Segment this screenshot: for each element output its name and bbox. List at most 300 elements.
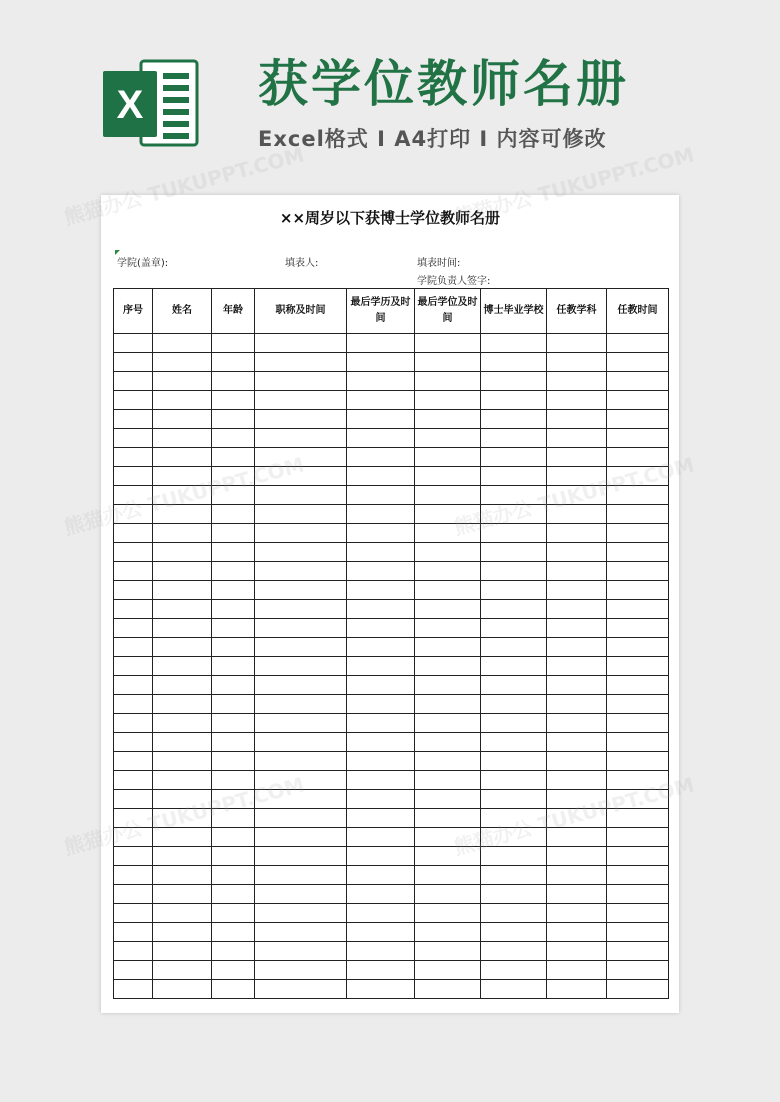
table-cell xyxy=(347,505,415,524)
table-cell xyxy=(607,524,669,543)
table-cell xyxy=(255,676,347,695)
table-row xyxy=(114,600,669,619)
table-cell xyxy=(481,714,547,733)
table-row xyxy=(114,581,669,600)
table-cell xyxy=(347,885,415,904)
table-cell xyxy=(153,543,212,562)
table-cell xyxy=(547,752,607,771)
table-cell xyxy=(547,334,607,353)
table-cell xyxy=(415,334,481,353)
excel-logo-icon xyxy=(103,57,199,149)
table-cell xyxy=(607,923,669,942)
svg-text:X: X xyxy=(116,83,144,127)
table-cell xyxy=(415,581,481,600)
table-cell xyxy=(255,866,347,885)
table-row xyxy=(114,752,669,771)
table-cell xyxy=(415,676,481,695)
table-cell xyxy=(547,600,607,619)
table-cell xyxy=(114,866,153,885)
table-cell xyxy=(415,448,481,467)
table-cell xyxy=(607,638,669,657)
column-header: 最后学历及时间 xyxy=(347,289,415,334)
table-cell xyxy=(255,790,347,809)
table-row xyxy=(114,657,669,676)
table-cell xyxy=(347,809,415,828)
table-cell xyxy=(347,828,415,847)
table-cell xyxy=(114,695,153,714)
table-cell xyxy=(347,904,415,923)
table-cell xyxy=(212,771,255,790)
table-cell xyxy=(547,714,607,733)
table-cell xyxy=(607,600,669,619)
table-cell xyxy=(255,809,347,828)
table-cell xyxy=(347,372,415,391)
page-subtitle: Excel格式 I A4打印 I 内容可修改 xyxy=(258,127,607,151)
table-cell xyxy=(114,847,153,866)
table-cell xyxy=(481,695,547,714)
table-cell xyxy=(481,600,547,619)
table-cell xyxy=(212,866,255,885)
table-cell xyxy=(153,562,212,581)
table-cell xyxy=(547,885,607,904)
table-cell xyxy=(212,562,255,581)
table-cell xyxy=(212,638,255,657)
page-title: 获学位教师名册 xyxy=(258,55,629,113)
table-cell xyxy=(415,505,481,524)
table-cell xyxy=(415,524,481,543)
table-cell xyxy=(114,752,153,771)
table-row xyxy=(114,391,669,410)
table-cell xyxy=(255,733,347,752)
table-cell xyxy=(415,961,481,980)
table-cell xyxy=(212,923,255,942)
table-cell xyxy=(607,904,669,923)
table-cell xyxy=(153,676,212,695)
table-cell xyxy=(547,619,607,638)
table-cell xyxy=(481,828,547,847)
table-cell xyxy=(607,391,669,410)
table-cell xyxy=(114,657,153,676)
signature-label: 学院负责人签字: xyxy=(417,276,491,287)
table-cell xyxy=(255,505,347,524)
table-cell xyxy=(607,714,669,733)
table-row xyxy=(114,372,669,391)
table-cell xyxy=(114,961,153,980)
table-row xyxy=(114,809,669,828)
column-header: 姓名 xyxy=(153,289,212,334)
table-row xyxy=(114,866,669,885)
column-header: 最后学位及时间 xyxy=(415,289,481,334)
table-cell xyxy=(547,353,607,372)
table-cell xyxy=(255,714,347,733)
table-cell xyxy=(607,942,669,961)
table-row xyxy=(114,353,669,372)
table-cell xyxy=(347,923,415,942)
table-cell xyxy=(415,733,481,752)
table-cell xyxy=(347,638,415,657)
table-cell xyxy=(347,486,415,505)
table-cell xyxy=(481,581,547,600)
table-cell xyxy=(153,467,212,486)
table-cell xyxy=(212,733,255,752)
table-cell xyxy=(607,866,669,885)
table-cell xyxy=(547,562,607,581)
table-cell xyxy=(212,790,255,809)
table-cell xyxy=(607,885,669,904)
document-sheet xyxy=(101,195,679,1013)
table-cell xyxy=(481,619,547,638)
table-row xyxy=(114,733,669,752)
table-body xyxy=(114,334,669,999)
table-cell xyxy=(212,961,255,980)
table-cell xyxy=(212,543,255,562)
watermark: 熊猫办公 TUKUPPT.COM xyxy=(451,142,697,230)
table-cell xyxy=(212,410,255,429)
table-cell xyxy=(255,581,347,600)
table-cell xyxy=(347,524,415,543)
column-header: 博士毕业学校 xyxy=(481,289,547,334)
table-cell xyxy=(415,847,481,866)
table-cell xyxy=(347,847,415,866)
table-cell xyxy=(481,429,547,448)
column-header: 任教时间 xyxy=(607,289,669,334)
table-cell xyxy=(255,638,347,657)
table-cell xyxy=(607,733,669,752)
table-cell xyxy=(607,448,669,467)
table-cell xyxy=(347,581,415,600)
table-row xyxy=(114,505,669,524)
table-cell xyxy=(347,562,415,581)
table-cell xyxy=(153,714,212,733)
table-cell xyxy=(255,353,347,372)
table-cell xyxy=(415,942,481,961)
table-cell xyxy=(607,809,669,828)
table-cell xyxy=(255,885,347,904)
table-cell xyxy=(481,562,547,581)
table-cell xyxy=(212,391,255,410)
table-cell xyxy=(153,695,212,714)
table-cell xyxy=(212,676,255,695)
table-cell xyxy=(153,448,212,467)
table-cell xyxy=(415,410,481,429)
table-cell xyxy=(415,923,481,942)
table-cell xyxy=(607,980,669,999)
table-cell xyxy=(415,809,481,828)
table-cell xyxy=(347,619,415,638)
college-label: 学院(盖章): xyxy=(117,258,169,269)
table-cell xyxy=(607,486,669,505)
table-row xyxy=(114,980,669,999)
table-cell xyxy=(415,980,481,999)
table-cell xyxy=(415,752,481,771)
table-cell xyxy=(255,391,347,410)
table-cell xyxy=(212,828,255,847)
table-cell xyxy=(153,524,212,543)
table-cell xyxy=(415,771,481,790)
table-row xyxy=(114,562,669,581)
table-cell xyxy=(347,657,415,676)
table-cell xyxy=(607,562,669,581)
table-cell xyxy=(481,847,547,866)
table-cell xyxy=(153,391,212,410)
table-row xyxy=(114,467,669,486)
table-cell xyxy=(347,752,415,771)
table-cell xyxy=(255,543,347,562)
table-cell xyxy=(153,581,212,600)
table-cell xyxy=(481,467,547,486)
table-cell xyxy=(153,866,212,885)
table-cell xyxy=(607,334,669,353)
table-cell xyxy=(547,676,607,695)
table-row xyxy=(114,828,669,847)
watermark: 熊猫办公 TUKUPPT.COM xyxy=(61,142,307,230)
table-cell xyxy=(481,942,547,961)
table-cell xyxy=(212,372,255,391)
table-cell xyxy=(415,429,481,448)
table-row xyxy=(114,942,669,961)
table-cell xyxy=(153,847,212,866)
table-cell xyxy=(153,600,212,619)
table-cell xyxy=(415,353,481,372)
table-cell xyxy=(547,372,607,391)
table-cell xyxy=(481,790,547,809)
table-cell xyxy=(114,923,153,942)
table-cell xyxy=(415,714,481,733)
roster-table xyxy=(113,288,669,999)
table-cell xyxy=(607,695,669,714)
table-cell xyxy=(153,961,212,980)
table-row xyxy=(114,847,669,866)
table-cell xyxy=(153,334,212,353)
table-cell xyxy=(114,334,153,353)
table-cell xyxy=(347,866,415,885)
table-cell xyxy=(114,391,153,410)
table-cell xyxy=(347,980,415,999)
table-cell xyxy=(481,334,547,353)
table-cell xyxy=(607,429,669,448)
table-cell xyxy=(347,448,415,467)
table-cell xyxy=(347,543,415,562)
table-cell xyxy=(255,448,347,467)
table-row xyxy=(114,923,669,942)
table-cell xyxy=(415,372,481,391)
table-cell xyxy=(212,467,255,486)
table-cell xyxy=(607,581,669,600)
table-cell xyxy=(607,828,669,847)
table-cell xyxy=(607,543,669,562)
table-cell xyxy=(607,847,669,866)
table-cell xyxy=(153,980,212,999)
table-row xyxy=(114,771,669,790)
table-cell xyxy=(212,448,255,467)
table-cell xyxy=(415,467,481,486)
table-cell xyxy=(415,828,481,847)
table-cell xyxy=(255,334,347,353)
table-cell xyxy=(415,790,481,809)
table-cell xyxy=(255,600,347,619)
table-cell xyxy=(547,961,607,980)
table-cell xyxy=(212,942,255,961)
table-cell xyxy=(607,372,669,391)
table-cell xyxy=(153,733,212,752)
table-cell xyxy=(481,771,547,790)
table-cell xyxy=(347,410,415,429)
table-cell xyxy=(212,524,255,543)
table-cell xyxy=(153,638,212,657)
table-cell xyxy=(255,752,347,771)
table-cell xyxy=(212,505,255,524)
table-cell xyxy=(481,809,547,828)
table-cell xyxy=(607,752,669,771)
table-cell xyxy=(481,638,547,657)
table-cell xyxy=(607,657,669,676)
table-cell xyxy=(114,809,153,828)
table-cell xyxy=(153,904,212,923)
table-cell xyxy=(212,619,255,638)
table-cell xyxy=(255,524,347,543)
table-cell xyxy=(153,885,212,904)
table-header-row xyxy=(114,289,669,334)
table-cell xyxy=(415,562,481,581)
table-row xyxy=(114,448,669,467)
table-cell xyxy=(547,543,607,562)
table-cell xyxy=(347,676,415,695)
table-cell xyxy=(547,904,607,923)
table-row xyxy=(114,619,669,638)
table-cell xyxy=(347,733,415,752)
table-cell xyxy=(415,695,481,714)
table-cell xyxy=(547,809,607,828)
table-cell xyxy=(347,961,415,980)
table-cell xyxy=(212,581,255,600)
table-cell xyxy=(481,885,547,904)
table-cell xyxy=(212,600,255,619)
table-cell xyxy=(547,980,607,999)
table-cell xyxy=(481,410,547,429)
table-cell xyxy=(114,676,153,695)
table-cell xyxy=(481,980,547,999)
table-cell xyxy=(255,942,347,961)
table-row xyxy=(114,543,669,562)
table-cell xyxy=(212,334,255,353)
table-cell xyxy=(153,429,212,448)
table-cell xyxy=(114,467,153,486)
table-row xyxy=(114,410,669,429)
table-cell xyxy=(347,771,415,790)
table-cell xyxy=(114,619,153,638)
table-cell xyxy=(212,885,255,904)
table-cell xyxy=(114,942,153,961)
table-cell xyxy=(255,847,347,866)
table-cell xyxy=(547,410,607,429)
table-cell xyxy=(547,448,607,467)
table-cell xyxy=(547,429,607,448)
table-cell xyxy=(212,353,255,372)
table-cell xyxy=(114,448,153,467)
table-cell xyxy=(607,771,669,790)
table-cell xyxy=(153,505,212,524)
table-cell xyxy=(547,847,607,866)
table-row xyxy=(114,486,669,505)
table-cell xyxy=(547,524,607,543)
table-cell xyxy=(547,638,607,657)
table-cell xyxy=(114,638,153,657)
table-cell xyxy=(114,486,153,505)
table-row xyxy=(114,961,669,980)
table-cell xyxy=(547,733,607,752)
table-cell xyxy=(547,790,607,809)
table-cell xyxy=(415,543,481,562)
table-cell xyxy=(212,847,255,866)
table-cell xyxy=(114,429,153,448)
table-cell xyxy=(547,657,607,676)
table-cell xyxy=(481,923,547,942)
table-cell xyxy=(153,657,212,676)
table-cell xyxy=(212,657,255,676)
table-cell xyxy=(153,923,212,942)
table-cell xyxy=(212,486,255,505)
table-cell xyxy=(114,543,153,562)
table-cell xyxy=(114,828,153,847)
column-header: 序号 xyxy=(114,289,153,334)
table-cell xyxy=(212,695,255,714)
table-cell xyxy=(607,353,669,372)
table-cell xyxy=(607,467,669,486)
table-cell xyxy=(255,429,347,448)
table-cell xyxy=(114,372,153,391)
table-cell xyxy=(255,980,347,999)
table-cell xyxy=(255,562,347,581)
table-cell xyxy=(153,372,212,391)
table-cell xyxy=(153,752,212,771)
table-cell xyxy=(153,828,212,847)
table-cell xyxy=(547,828,607,847)
table-cell xyxy=(547,505,607,524)
table-cell xyxy=(481,486,547,505)
table-cell xyxy=(547,923,607,942)
table-cell xyxy=(255,771,347,790)
table-cell xyxy=(255,619,347,638)
column-header: 任教学科 xyxy=(547,289,607,334)
document-title: ××周岁以下获博士学位教师名册 xyxy=(279,209,501,227)
table-cell xyxy=(481,543,547,562)
table-cell xyxy=(415,486,481,505)
table-row xyxy=(114,334,669,353)
table-cell xyxy=(212,980,255,999)
table-cell xyxy=(607,676,669,695)
table-cell xyxy=(481,505,547,524)
table-cell xyxy=(547,771,607,790)
table-cell xyxy=(114,562,153,581)
table-cell xyxy=(347,790,415,809)
table-cell xyxy=(415,638,481,657)
table-cell xyxy=(347,334,415,353)
table-cell xyxy=(415,391,481,410)
table-cell xyxy=(255,695,347,714)
table-cell xyxy=(347,714,415,733)
table-cell xyxy=(114,524,153,543)
table-cell xyxy=(212,904,255,923)
table-row xyxy=(114,676,669,695)
table-cell xyxy=(607,505,669,524)
table-row xyxy=(114,790,669,809)
table-cell xyxy=(347,942,415,961)
table-cell xyxy=(114,885,153,904)
table-cell xyxy=(481,676,547,695)
table-cell xyxy=(547,581,607,600)
table-cell xyxy=(481,866,547,885)
table-cell xyxy=(255,923,347,942)
